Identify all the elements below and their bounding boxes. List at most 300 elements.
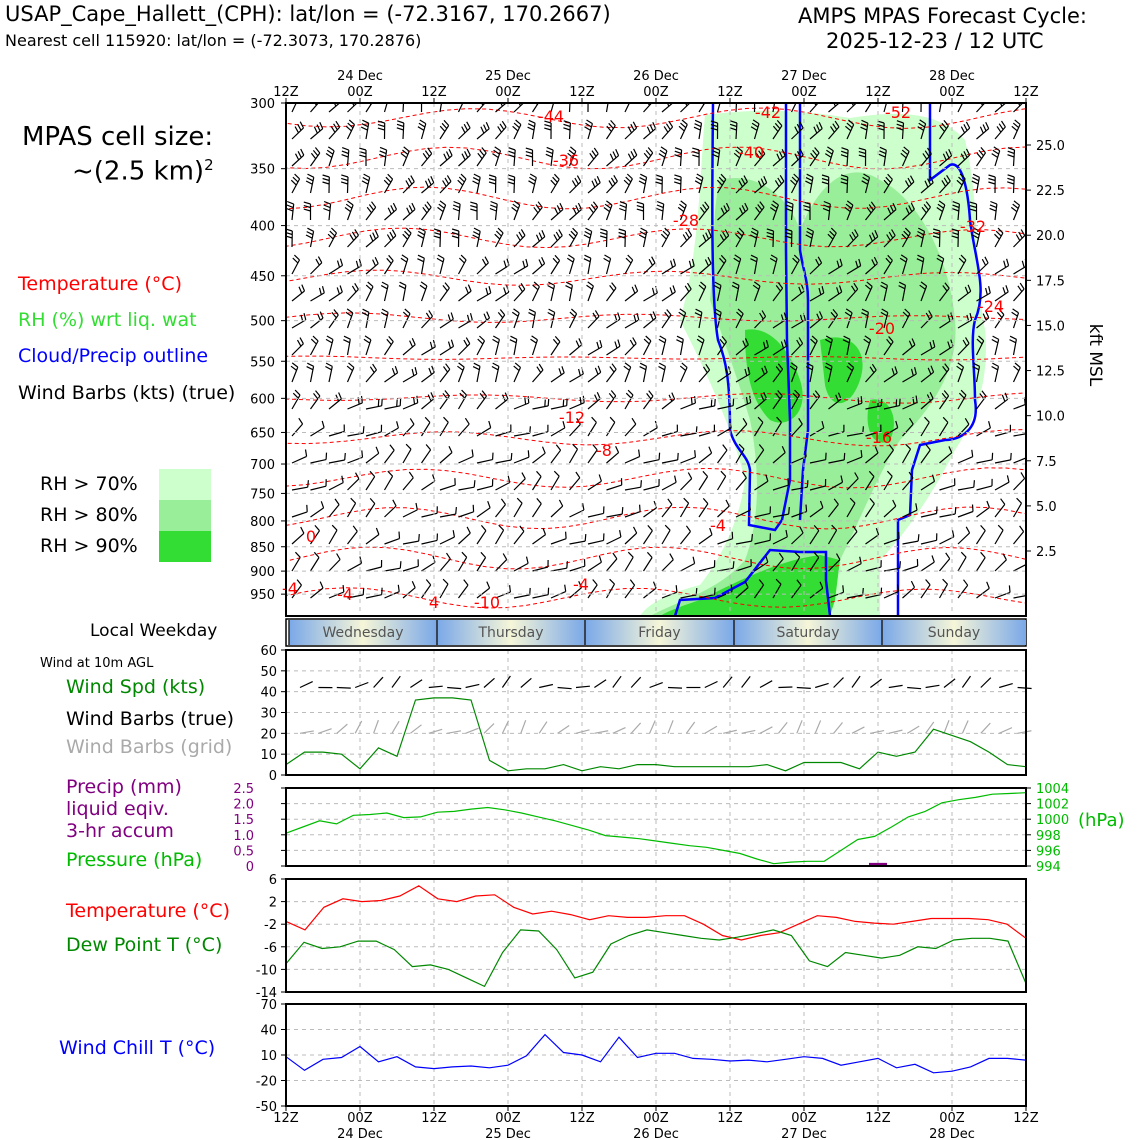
wind-barb: [566, 282, 573, 301]
wind-barb: [385, 255, 394, 274]
wind-barb-true: [981, 678, 991, 688]
xs-ytick-label: 450: [250, 269, 275, 285]
wind-barb: [403, 367, 417, 382]
wind-barb: [514, 283, 525, 301]
wind-barb: [607, 417, 615, 436]
wind-barb-grid: [650, 721, 656, 734]
wind-barb: [526, 148, 533, 166]
wind-barb: [366, 498, 375, 517]
panel-ytick-label: 10: [260, 748, 277, 764]
wind-barb: [977, 147, 986, 166]
wind-barb: [385, 585, 400, 598]
wind-barb: [551, 255, 560, 274]
label-precip-3: 3-hr accum: [66, 820, 174, 842]
wind-barb: [551, 203, 563, 220]
wind-barb: [662, 121, 673, 139]
wind-barb-true: [815, 683, 828, 687]
bottom-tick-label: 12Z: [273, 1111, 299, 1126]
kft-tick-label: 5.0: [1036, 499, 1057, 515]
wind-barb: [995, 499, 1005, 517]
wind-panel: [260, 644, 1031, 784]
wind-barb-true: [834, 678, 844, 688]
wind-barb: [681, 450, 696, 463]
wind-barb: [366, 364, 377, 382]
wind-barb: [514, 450, 529, 463]
legend-temperature: Temperature (°C): [18, 273, 182, 295]
wind-barb: [604, 255, 611, 274]
wind-barb: [995, 121, 1005, 139]
pressure-unit-label: (hPa): [1078, 810, 1125, 831]
wind-barb: [385, 203, 397, 220]
bottom-tick-label: 00Z: [495, 1111, 521, 1126]
wind-barb-true: [852, 676, 860, 687]
wind-barb: [533, 471, 542, 490]
wind-barb: [570, 559, 585, 571]
wind-barb: [343, 336, 350, 355]
wind-barb: [529, 309, 536, 328]
wind-barb: [508, 175, 515, 193]
xs-ytick-label: 750: [250, 487, 275, 503]
wind-chill-line: [286, 1035, 1026, 1073]
temperature-contour-label: -28: [672, 211, 700, 230]
wind-barb: [512, 309, 519, 328]
wind-barb-grid: [668, 720, 673, 733]
wind-barb: [292, 418, 303, 436]
label-wind-barbs-grid: Wind Barbs (grid): [66, 736, 233, 758]
wind-barb: [995, 585, 1010, 598]
wind-barb: [385, 366, 398, 382]
wind-barb: [385, 421, 399, 436]
wind-barb: [625, 255, 633, 274]
wind-barb-true: [778, 687, 792, 688]
wind-barb: [570, 176, 581, 193]
wind-barb: [492, 363, 499, 382]
precip-tick-label: 2.0: [233, 797, 254, 813]
panel-ytick-label: -50: [255, 1100, 277, 1115]
panel-ytick-label: 2: [268, 895, 277, 911]
wind-barb: [477, 552, 486, 571]
wind-barb: [514, 229, 525, 247]
wind-barb: [551, 366, 564, 382]
top-date-label: 28 Dec: [929, 69, 975, 84]
wind-barb: [625, 552, 633, 571]
panel-ytick-label: 10: [260, 1049, 277, 1064]
wind-barb: [607, 364, 617, 382]
wind-barb: [311, 286, 325, 301]
wind-barb: [570, 309, 577, 328]
wind-barb: [459, 418, 470, 436]
wind-barb: [570, 203, 582, 220]
wind-barb: [459, 505, 474, 517]
wind-barb: [533, 560, 549, 571]
wind-barb-true: [484, 678, 495, 687]
wind-barb-true: [539, 685, 553, 688]
wind-barb-grid: [907, 726, 919, 733]
xs-ytick-label: 650: [250, 426, 275, 442]
wind-barb: [977, 122, 989, 139]
top-date-label: 24 Dec: [337, 69, 383, 84]
wind-barb: [403, 503, 417, 517]
wind-barb: [346, 120, 354, 139]
wind-barb: [366, 230, 378, 247]
wind-barb: [607, 283, 617, 301]
wind-barb: [548, 309, 555, 328]
wind-barb: [326, 336, 333, 355]
wind-barb-true: [668, 688, 682, 689]
wind-barb: [625, 418, 636, 436]
temperature-contour-label: -36: [552, 151, 580, 170]
wind-barb-true: [723, 677, 732, 688]
wind-barb-true: [962, 676, 970, 687]
wind-barb: [385, 471, 393, 490]
wind-barb: [348, 498, 356, 517]
wind-barb: [514, 473, 525, 490]
xs-ytick-label: 600: [250, 392, 275, 408]
wind-barb: [533, 498, 542, 517]
wind-barb: [477, 453, 493, 463]
wind-barb: [311, 479, 327, 490]
wind-barb: [676, 336, 683, 355]
wind-barb: [366, 447, 379, 463]
wind-barb: [604, 201, 612, 220]
wind-barb: [292, 285, 305, 301]
wind-barb: [329, 259, 343, 274]
xs-ytick-label: 400: [250, 219, 275, 235]
wind-barb: [1012, 120, 1020, 139]
wind-barb: [958, 552, 966, 571]
xs-ytick-label: 800: [250, 514, 275, 530]
rh-legend-70: RH > 70%: [40, 473, 138, 495]
wind-barb: [995, 554, 1006, 571]
wind-barb: [570, 472, 580, 490]
wind-barb: [510, 336, 517, 355]
wind-barb: [381, 282, 388, 301]
wind-barb: [958, 450, 973, 463]
wind-barb: [458, 174, 466, 193]
wind-barb-grid: [999, 728, 1012, 734]
wind-barb: [292, 338, 303, 355]
wind-barb: [625, 505, 640, 517]
bottom-tick-label: 12Z: [421, 1111, 447, 1126]
wind-barb: [403, 309, 410, 328]
wind-barb: [659, 363, 666, 382]
wind-barb: [990, 202, 997, 221]
wind-barb: [385, 445, 395, 463]
wind-barb: [529, 174, 537, 193]
cycle-date: 2025-12-23 / 12 UTC: [826, 29, 1044, 53]
wind-barb: [514, 426, 530, 436]
xs-ytick-label: 950: [250, 588, 275, 604]
wind-barb: [401, 147, 409, 166]
wind-barb: [533, 425, 548, 436]
wind-barb: [346, 309, 353, 328]
wind-barb: [551, 532, 566, 544]
wind-barb: [422, 366, 435, 382]
wind-barb: [418, 228, 426, 247]
kft-tick-label: 22.5: [1036, 184, 1065, 200]
wind-barb-grid: [962, 721, 968, 734]
pressure-tick-label: 996: [1036, 844, 1061, 860]
wind-barb: [381, 309, 388, 328]
wind-barb: [440, 446, 452, 463]
panel-ytick-label: 40: [260, 1023, 277, 1039]
wind-barb: [440, 120, 449, 139]
temperature-contour-label: -32: [959, 217, 987, 236]
kft-tick-label: 12.5: [1036, 364, 1065, 380]
pressure-tick-label: 998: [1036, 828, 1061, 844]
bottom-tick-label: 12Z: [717, 1111, 743, 1126]
wind-barb-grid: [926, 722, 934, 733]
wind-barb: [533, 399, 549, 409]
wind-barb: [584, 255, 591, 274]
wind-barb: [311, 257, 322, 274]
wind-barb: [644, 479, 660, 490]
wind-barb: [1014, 588, 1030, 598]
wind-barb: [364, 336, 371, 355]
wind-barb: [473, 174, 481, 193]
wind-barb: [640, 363, 647, 382]
wind-barb: [385, 500, 397, 517]
wind-barb: [440, 553, 450, 571]
wind-barb: [422, 534, 438, 545]
wind-barb: [512, 201, 520, 220]
wind-barb: [533, 364, 544, 382]
xs-ytick-label: 850: [250, 540, 275, 556]
wind-barb: [625, 338, 636, 356]
bottom-date-label: 24 Dec: [337, 1127, 383, 1140]
wind-barb: [921, 555, 934, 571]
wind-barb: [551, 174, 559, 193]
wind-barb: [513, 120, 521, 139]
wind-barb: [619, 202, 626, 220]
kft-tick-label: 17.5: [1036, 274, 1065, 290]
wind-barb-grid: [374, 720, 379, 733]
rh-legend-80: RH > 80%: [40, 504, 138, 526]
cell-size-label: MPAS cell size:: [22, 122, 214, 152]
wind-barb: [292, 527, 304, 544]
wind-barb-true: [797, 688, 811, 689]
wind-barb-grid: [760, 727, 772, 734]
wind-barb: [329, 453, 345, 463]
wind-barb: [587, 282, 594, 301]
wind-barb: [345, 201, 353, 220]
legend-wind: Wind Barbs (kts) (true): [18, 382, 236, 404]
wind-barb: [473, 363, 480, 382]
pressure-tick-label: 1004: [1036, 782, 1070, 797]
wind-barb: [329, 554, 340, 572]
wind-barb: [440, 283, 449, 301]
wind-barb: [477, 336, 485, 355]
wind-barb: [329, 499, 339, 517]
wind-barb-true: [429, 686, 443, 687]
wind-barb-true: [907, 688, 921, 689]
wind-barb: [311, 148, 320, 167]
wind-barb: [477, 312, 490, 328]
wind-barb: [548, 282, 555, 301]
wind-barb-true: [926, 685, 940, 687]
panel-ytick-label: 30: [260, 706, 277, 722]
wind-barb: [662, 476, 676, 490]
wind-barb: [1010, 336, 1017, 355]
wind-barb: [644, 148, 653, 167]
bottom-tick-label: 00Z: [939, 1111, 965, 1126]
wind-barb-grid: [778, 722, 787, 733]
temperature-contour-label: -42: [754, 103, 782, 122]
wind-barb: [417, 255, 424, 274]
wind-barb: [440, 417, 448, 436]
cross-section-shapes: [286, 93, 1030, 616]
weekday-name: Wednesday: [322, 625, 404, 641]
label-wind-spd: Wind Spd (kts): [66, 676, 206, 698]
wind-barb: [362, 174, 370, 193]
wind-barb-grid: [539, 722, 547, 734]
weekday-name: Friday: [638, 625, 681, 641]
kft-tick-label: 10.0: [1036, 409, 1065, 425]
wind-barb: [977, 552, 986, 571]
wind-barb: [361, 120, 369, 139]
panel-ytick-label: 40: [260, 685, 277, 701]
wind-barb: [940, 553, 950, 571]
wind-barb: [440, 478, 455, 490]
wind-barb-true: [374, 677, 383, 687]
height-axis: [1026, 139, 1065, 560]
xs-ytick-label: 350: [250, 162, 275, 178]
wind-barb: [496, 121, 507, 139]
wind-barb: [422, 417, 430, 436]
wind-barb: [385, 336, 394, 355]
wind-barb: [348, 229, 359, 247]
wind-barb: [644, 453, 660, 463]
wind-barb: [921, 533, 937, 544]
wind-barb: [570, 367, 584, 382]
wind-barb: [661, 228, 669, 247]
wind-barb: [588, 392, 600, 409]
wind-barb: [992, 363, 999, 382]
wind-barb: [662, 285, 675, 301]
wind-barb-grid: [392, 721, 399, 733]
wind-barb: [533, 202, 543, 220]
wind-barb: [403, 444, 411, 463]
wind-barb: [403, 228, 411, 247]
wind-barb: [304, 202, 311, 220]
wind-barb: [496, 310, 505, 329]
wind-barb: [718, 500, 730, 517]
wind-barb: [607, 120, 616, 139]
wind-barb: [624, 174, 632, 193]
wind-barb-true: [337, 688, 351, 689]
wind-barb: [992, 336, 999, 355]
wind-barb-true: [447, 688, 461, 689]
wind-barb-grid: [576, 730, 590, 734]
wind-barb: [940, 478, 955, 490]
wind-barb: [437, 255, 444, 274]
station-title: USAP_Cape_Hallett_(CPH): lat/lon = (-72.3167, 170.2667): [5, 2, 611, 26]
wind-barb: [607, 478, 622, 490]
wind-barb: [551, 500, 563, 517]
wind-barb: [477, 479, 493, 490]
wind-barb: [600, 229, 607, 247]
wind-barb-grid: [337, 724, 348, 733]
label-wind-barbs-true: Wind Barbs (true): [66, 708, 235, 730]
wind-barb: [659, 147, 667, 166]
wind-barb: [422, 506, 438, 517]
temperature-contour-label: -4: [282, 579, 298, 598]
wind-barb: [718, 445, 728, 463]
temperature-panel: [256, 873, 1026, 1001]
top-tick-label: 00Z: [791, 85, 817, 100]
wind-barb: [588, 148, 598, 166]
wind-barb: [639, 174, 647, 193]
wind-barb: [644, 336, 651, 355]
wind-barb-true: [760, 681, 772, 688]
wind-barb: [366, 257, 378, 274]
label-temperature: Temperature (°C): [66, 900, 230, 922]
wind-barb: [977, 525, 986, 544]
wind-barb: [457, 363, 464, 382]
top-date-label: 26 Dec: [633, 69, 679, 84]
wind-barb: [440, 175, 451, 193]
cycle-title: AMPS MPAS Forecast Cycle:: [798, 4, 1087, 28]
wind-barb: [495, 228, 503, 247]
xs-ytick-label: 500: [250, 314, 275, 330]
top-tick-label: 12Z: [717, 85, 743, 100]
wind-barb: [681, 229, 692, 247]
wind-barb: [588, 533, 604, 544]
wind-barb: [533, 528, 546, 544]
wind-barb: [477, 525, 486, 544]
wind-barb: [1012, 309, 1019, 328]
wind-barb: [644, 501, 657, 517]
wind-barb: [326, 147, 334, 166]
temperature-contour-label: -40: [737, 143, 765, 162]
wind-barb: [459, 390, 467, 409]
wind-barb: [607, 391, 616, 410]
wind-barb: [403, 176, 414, 193]
wind-barb-true: [521, 678, 532, 687]
wind-barb-grid: [981, 723, 991, 733]
kft-tick-label: 25.0: [1036, 139, 1065, 154]
wind-barb: [977, 501, 990, 517]
wind-barb: [292, 552, 300, 571]
wind-barb: [1014, 363, 1021, 382]
wind-barb: [625, 390, 633, 409]
wind-barb: [1014, 498, 1022, 517]
wind-barb: [397, 121, 404, 139]
time-series-panels: [233, 644, 1124, 1115]
bottom-date-label: 28 Dec: [929, 1127, 975, 1140]
wind-barb: [662, 453, 678, 463]
wind-barb-grid: [355, 721, 362, 733]
wind-barb: [662, 425, 677, 436]
wind-barb: [531, 336, 538, 355]
wind-barb: [625, 450, 640, 463]
wind-barb: [348, 426, 364, 436]
wind-barb: [551, 230, 562, 247]
wind-barb: [569, 228, 577, 247]
precip-tick-label: 2.5: [233, 782, 254, 797]
temperature-contour-label: -4: [710, 516, 726, 535]
wind-barb: [341, 175, 348, 193]
precip-tick-label: 0.5: [233, 844, 254, 860]
pressure-tick-label: 1002: [1036, 797, 1070, 813]
weekday-bar: [286, 619, 1026, 646]
wind-barb: [403, 203, 415, 220]
kft-tick-label: 2.5: [1036, 545, 1057, 560]
wind-barb: [607, 553, 617, 571]
wind-barb: [1014, 426, 1030, 436]
panel-ytick-label: -20: [255, 1074, 277, 1090]
wind-barb: [639, 228, 647, 247]
